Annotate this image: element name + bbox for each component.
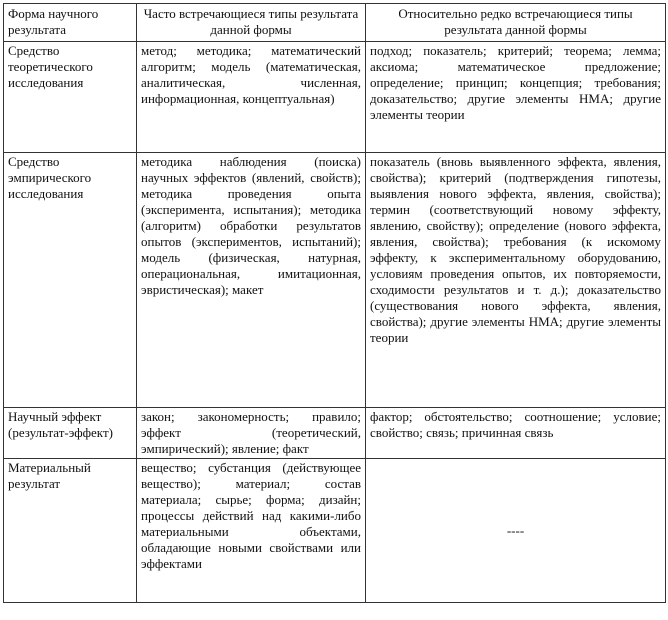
cell-form: Научный эффект (результат-эффект) [4, 408, 137, 459]
scientific-results-table [3, 3, 666, 603]
cell-frequent: закон; закономерность; правило; эффект (теоретический, эмпирический); явление; факт [137, 408, 366, 459]
cell-frequent: методика наблюдения (поиска) научных эффектов (явлений, свойств); методика проведения опыта (эксперимента, испытания); методика (алгоритм) обработки результатов опытов (экспериментов, испытаний); модель (физическая, натурная, операциональная, имитационная, эвристическая); макет [137, 153, 366, 408]
header-rare-types: Относительно редко встречающиеся типы результата данной формы [366, 4, 666, 42]
table-row [4, 459, 666, 603]
cell-frequent: вещество; субстанция (действующее вещество); материал; состав материала; сырье; форма; дизайн; процессы действий над какими-либо материальными объектами, обладающие новыми свойствами или эффектами [137, 459, 366, 603]
cell-rare: показатель (вновь выявленного эффекта, явления, свойства); критерий (подтверждения гипотезы, выявления нового эффекта, явления, свойства); термин (соответствующий новому эффекту, явлению, свойству); определение (нового эффекта, явления, свойства); требования (к искомому эффекту, к экспериментальному оборудованию, условиям проведения опытов, их повторяемости, сходимости результатов и т. д.); доказательство (существования нового эффекта, явления, свойства); другие элементы НМА; другие элементы теории [366, 153, 666, 408]
cell-form: Средство теоретического исследования [4, 42, 137, 153]
cell-form: Средство эмпирического исследования [4, 153, 137, 408]
cell-rare-empty: ---- [366, 459, 666, 603]
cell-rare: фактор; обстоятельство; соотношение; условие; свойство; связь; причинная связь [366, 408, 666, 459]
document-page [3, 3, 665, 603]
table-row [4, 408, 666, 459]
cell-frequent: метод; методика; математический алгоритм; модель (математическая, аналитическая, численная, информационная, концептуальная) [137, 42, 366, 153]
cell-rare: подход; показатель; критерий; теорема; лемма; аксиома; математическое предложение; определение; принцип; концепция; требования; доказательство; другие элементы НМА; другие элементы теории [366, 42, 666, 153]
header-form: Форма научного результата [4, 4, 137, 42]
table-row [4, 153, 666, 408]
cell-form: Материальный результат [4, 459, 137, 603]
table-header-row [4, 4, 666, 42]
table-row [4, 42, 666, 153]
header-frequent-types: Часто встречающиеся типы результата данной формы [137, 4, 366, 42]
